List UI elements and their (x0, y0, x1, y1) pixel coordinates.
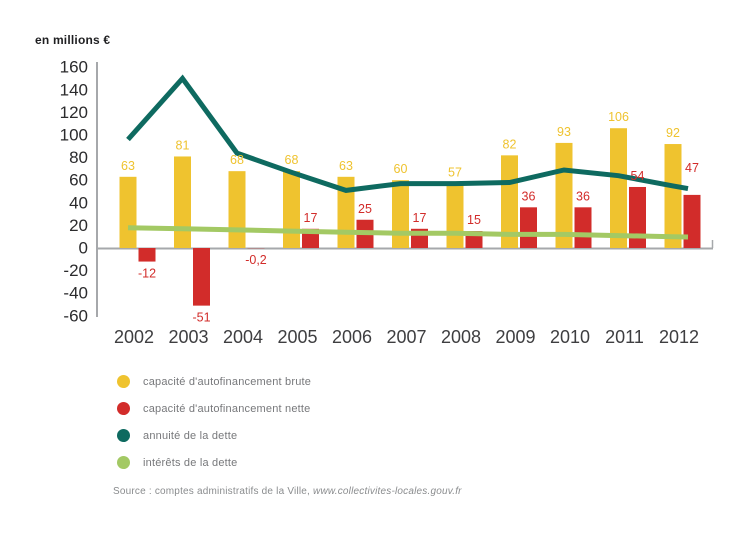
legend-dot-capacite-d-autofinancement-nette (117, 402, 130, 415)
bar-capacite-d-autofinancement-brute-2011 (610, 128, 627, 248)
x-tick-label: 2004 (222, 327, 264, 347)
value-label-nette: -51 (192, 310, 211, 325)
x-tick-label: 2011 (605, 327, 644, 347)
x-tick-label: 2009 (495, 327, 536, 347)
bar-capacite-d-autofinancement-nette-2010 (575, 207, 592, 248)
value-label-nette: -0,2 (245, 253, 267, 268)
legend-label: capacité d'autofinancement nette (143, 402, 311, 415)
value-label-brute: 81 (175, 138, 190, 153)
bar-capacite-d-autofinancement-brute-2002 (120, 177, 137, 248)
value-label-brute: 63 (339, 158, 353, 173)
bar-capacite-d-autofinancement-nette-2011 (629, 187, 646, 248)
value-label-nette: 47 (685, 160, 699, 175)
source-url: www.collectivites-locales.gouv.fr (313, 486, 462, 497)
line-annuite-de-la-dette (128, 79, 688, 191)
value-label-nette: 36 (576, 189, 590, 204)
legend-label: capacité d'autofinancement brute (143, 375, 312, 388)
value-label-brute: 93 (557, 124, 571, 139)
bar-capacite-d-autofinancement-nette-2009 (520, 207, 537, 248)
legend-item-capacite-d-autofinancement-nette (117, 402, 311, 415)
value-label-brute: 68 (284, 153, 299, 168)
value-label-brute: 92 (666, 126, 680, 141)
legend-item-annuite-de-la-dette (117, 429, 311, 442)
legend-label: annuité de la dette (143, 429, 238, 442)
bar-capacite-d-autofinancement-brute-2007 (392, 180, 409, 248)
x-tick-label: 2008 (440, 327, 482, 347)
y-tick-label: -20 (63, 261, 88, 281)
value-label-brute: 82 (502, 137, 517, 152)
x-tick-label: 2010 (549, 327, 591, 347)
legend-label: intérêts de la dette (143, 456, 238, 469)
bar-capacite-d-autofinancement-nette-2002 (139, 248, 156, 262)
y-tick-label: 80 (69, 148, 88, 168)
value-label-brute: 68 (230, 153, 244, 168)
bar-capacite-d-autofinancement-nette-2003 (193, 248, 210, 306)
value-label-nette: 17 (303, 210, 318, 225)
y-tick-label: 100 (59, 125, 88, 145)
y-tick-label: -60 (63, 306, 88, 326)
legend-item-capacite-d-autofinancement-brute (117, 375, 311, 388)
value-label-nette: 17 (412, 210, 427, 225)
x-tick-label: 2005 (277, 327, 318, 347)
legend (117, 375, 311, 483)
bar-capacite-d-autofinancement-brute-2005 (283, 171, 300, 248)
bar-capacite-d-autofinancement-brute-2004 (229, 171, 246, 248)
y-tick-label: 60 (69, 170, 88, 190)
value-label-nette: -12 (137, 266, 157, 281)
x-tick-label: 2002 (113, 327, 155, 347)
value-label-nette: 15 (467, 213, 481, 228)
x-tick-label: 2003 (168, 327, 209, 347)
value-label-nette: 25 (358, 201, 372, 216)
legend-dot-interets-de-la-dette (117, 456, 130, 469)
value-label-nette: 36 (521, 189, 536, 204)
y-tick-label: 40 (69, 193, 88, 213)
value-label-brute: 106 (608, 110, 629, 125)
x-tick-label: 2007 (386, 327, 427, 347)
legend-item-interets-de-la-dette (117, 456, 311, 469)
y-tick-label: 160 (59, 57, 88, 77)
value-label-brute: 57 (448, 165, 462, 180)
bar-capacite-d-autofinancement-brute-2003 (174, 156, 191, 248)
y-tick-label: 20 (69, 215, 88, 235)
y-tick-label: 120 (59, 102, 88, 122)
legend-dot-capacite-d-autofinancement-brute (117, 375, 130, 388)
source-line (113, 486, 462, 497)
y-tick-label: -40 (63, 283, 88, 303)
x-tick-label: 2006 (331, 327, 373, 347)
bar-capacite-d-autofinancement-brute-2012 (665, 144, 682, 248)
value-label-nette: 54 (630, 168, 645, 183)
x-tick-label: 2012 (658, 327, 700, 347)
y-tick-label: 140 (59, 80, 88, 100)
bar-capacite-d-autofinancement-nette-2012 (684, 195, 701, 248)
bar-capacite-d-autofinancement-brute-2008 (447, 184, 464, 248)
value-label-brute: 63 (121, 158, 135, 173)
unit-label: en millions € (35, 33, 111, 47)
y-tick-label: 0 (78, 238, 88, 258)
legend-dot-annuite-de-la-dette (117, 429, 130, 442)
value-label-brute: 60 (393, 162, 408, 177)
source-text: Source : comptes administratifs de la Ville, (113, 486, 311, 497)
